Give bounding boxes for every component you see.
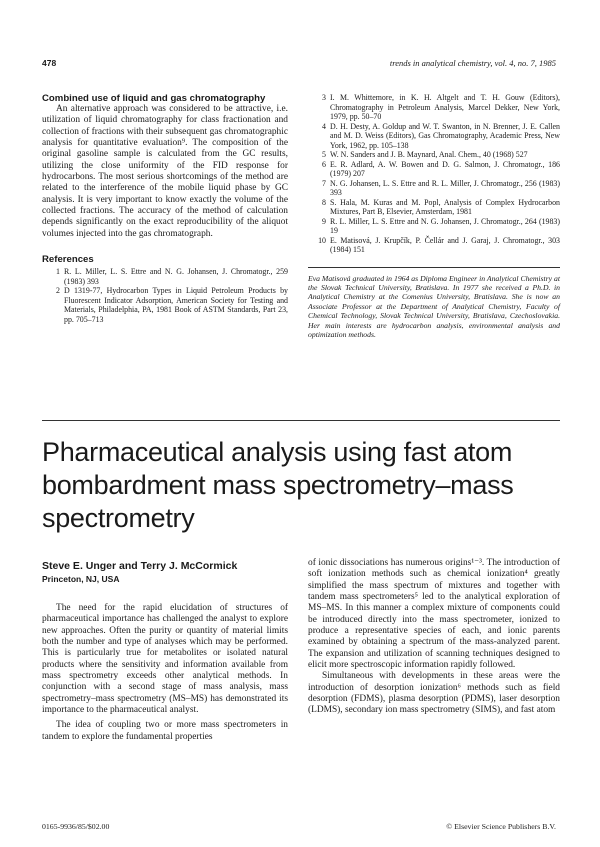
article-title: Pharmaceutical analysis using fast atom bombardment mass spectrometry–mass spectrometry: [42, 437, 514, 533]
reference-item: [308, 122, 560, 151]
reference-text: D. H. Desty, A. Goldup and W. T. Swanton, in N. Brenner, J. E. Callen and M. D. Weiss (Editors), Gas Chromatography, Academic Press, New York, 1962, pp. 105–138: [330, 121, 560, 150]
reference-item: [308, 217, 560, 236]
reference-number: 6: [322, 159, 326, 169]
reference-text: N. G. Johansen, L. S. Ettre and R. L. Miller, J. Chromatogr., 256 (1983) 393: [330, 178, 560, 197]
reference-text: E. R. Adlard, A. W. Bowen and D. G. Salmon, J. Chromatogr., 186 (1979) 207: [330, 159, 560, 178]
reference-text: W. N. Sanders and J. B. Maynard, Anal. Chem., 40 (1968) 527: [330, 150, 528, 159]
reference-number: 9: [322, 216, 326, 226]
article-paragraph: Simultaneous with developments in these areas were the introduction of desorption ionization⁶ methods such as field desorption (FDMS), plasma desorption (PDMS), laser desorption (LDMS), secondary ion mass spectrometry (SIMS), and fast atom: [308, 671, 560, 716]
article-left-column: [42, 603, 288, 743]
page-number: 478: [42, 58, 57, 68]
reference-text: R. L. Miller, L. S. Ettre and N. G. Johansen, J. Chromatogr., 264 (1983) 19: [330, 216, 560, 235]
references-list-left: [42, 267, 288, 324]
reference-number: 7: [322, 178, 326, 188]
article-right-column: [308, 558, 560, 717]
bio-divider: [308, 267, 560, 268]
right-column-top: [308, 93, 560, 339]
section-paragraph: An alternative approach was considered to be attractive, i.e. utilization of liquid chromatography for class fractionation and collection of fractions with their subsequent gas chromatographic analysis for quantitative evaluation⁹. The composition of the original gasoline sample is calculated from the GC results, utilizing the close uniformity of the FID response for hydrocarbons. The most serious shortcomings of the method are related to the interference of the mobile liquid phase by GC analysis. It is very important to know exactly the volume of the collected fractions. The accuracy of the method of calculation depends significantly on the exact reproducibility of the aliquot volumes injected into the gas chromatograph.: [42, 104, 288, 239]
reference-item: [42, 286, 288, 324]
reference-text: I. M. Whittemore, in K. H. Altgelt and T. H. Gouw (Editors), Chromatography in Petroleum Analysis, Marcel Dekker, New York, 1979, pp. 50–70: [330, 93, 560, 121]
footer-copyright: © Elsevier Science Publishers B.V.: [446, 822, 556, 831]
reference-item: [308, 93, 560, 122]
references-list-right: [308, 93, 560, 255]
reference-number: 5: [322, 150, 326, 159]
reference-text: E. Matisová, J. Krupčík, P. Čellár and J. Garaj, J. Chromatogr., 303 (1984) 151: [330, 235, 560, 254]
reference-number: 3: [322, 93, 326, 102]
reference-text: S. Hala, M. Kuras and M. Popl, Analysis of Complex Hydrocarbon Mixtures, Part B, Elsevier, Amsterdam, 1981: [330, 197, 560, 216]
article-paragraph-continued: of ionic dissociations has numerous origins¹⁻³. The introduction of soft ionization methods such as chemical ionization⁴ greatly simplified the mass spectrum of mixtures and together with tandem mass spectrometers⁵ led to the analytical exploration of MS–MS. In this manner a complex mixture of components could be introduced directly into the mass spectrometer, ionized to produce a representative species of each, and ionic parents examined by obtaining a spectrum of the mass-analyzed parent. The expansion and utilization of scanning techniques designed to elicit more spectroscopic information rapidly followed.: [308, 558, 560, 671]
reference-item: [308, 198, 560, 217]
reference-number: 2: [56, 286, 60, 296]
article-paragraph: The idea of coupling two or more mass spectrometers in tandem to explore the fundamental properties: [42, 720, 288, 742]
reference-text: R. L. Miller, L. S. Ettre and N. G. Johansen, J. Chromatogr., 259 (1983) 393: [64, 267, 288, 286]
article-paragraph: The need for the rapid elucidation of structures of pharmaceutical importance has challenged the analyst to explore new approaches. Often the purity or quantity of material limits both the number and type of analyses which may be performed. This is particularly true for metabolites or isolated natural products where the sensitivity and information available from mass spectrometry exceeds other analytical methods. In conjunction with a second stage of mass analysis, mass spectrometry–mass spectrometry (MS–MS) has demonstrated its importance to the pharmaceutical analyst.: [42, 603, 288, 716]
reference-text: D 1319-77, Hydrocarbon Types in Liquid Petroleum Products by Fluorescent Indicator Adsorption, American Society for Testing and Materials, Philadelphia, PA, 1981 Book of ASTM Standards, Part 23, pp. 705–713: [64, 286, 288, 324]
reference-item: [308, 150, 560, 160]
reference-number: 8: [322, 197, 326, 207]
article-affiliation: Princeton, NJ, USA: [42, 574, 120, 584]
footer-code: 0165-9936/85/$02.00: [42, 822, 110, 831]
reference-number: 10: [318, 235, 326, 245]
journal-running-header: trends in analytical chemistry, vol. 4, no. 7, 1985: [389, 58, 556, 68]
reference-item: [308, 179, 560, 198]
article-authors: Steve E. Unger and Terry J. McCormick: [42, 560, 238, 572]
reference-item: [42, 267, 288, 286]
reference-item: [308, 236, 560, 255]
references-heading: References: [42, 254, 94, 266]
reference-number: 4: [322, 121, 326, 131]
author-bio: Eva Matisová graduated in 1964 as Diploma Engineer in Analytical Chemistry at the Slovak Technical University, Bratislava. In 1977 she received a Ph.D. in Analytical Chemistry at the Comenius University, Bratislava. She is now an Associate Professor at the Department of Analytical Chemistry, Faculty of Chemical Technology, Slovak Technical University, Bratislava, Czechoslovakia. Her main interests are hydrocarbon analysis, environmental analysis and optimization methods.: [308, 273, 560, 339]
section-heading: Combined use of liquid and gas chromatography: [42, 93, 266, 104]
left-column-top: [42, 93, 288, 324]
reference-item: [308, 160, 560, 179]
article-divider: [42, 420, 560, 421]
reference-number: 1: [56, 267, 60, 277]
